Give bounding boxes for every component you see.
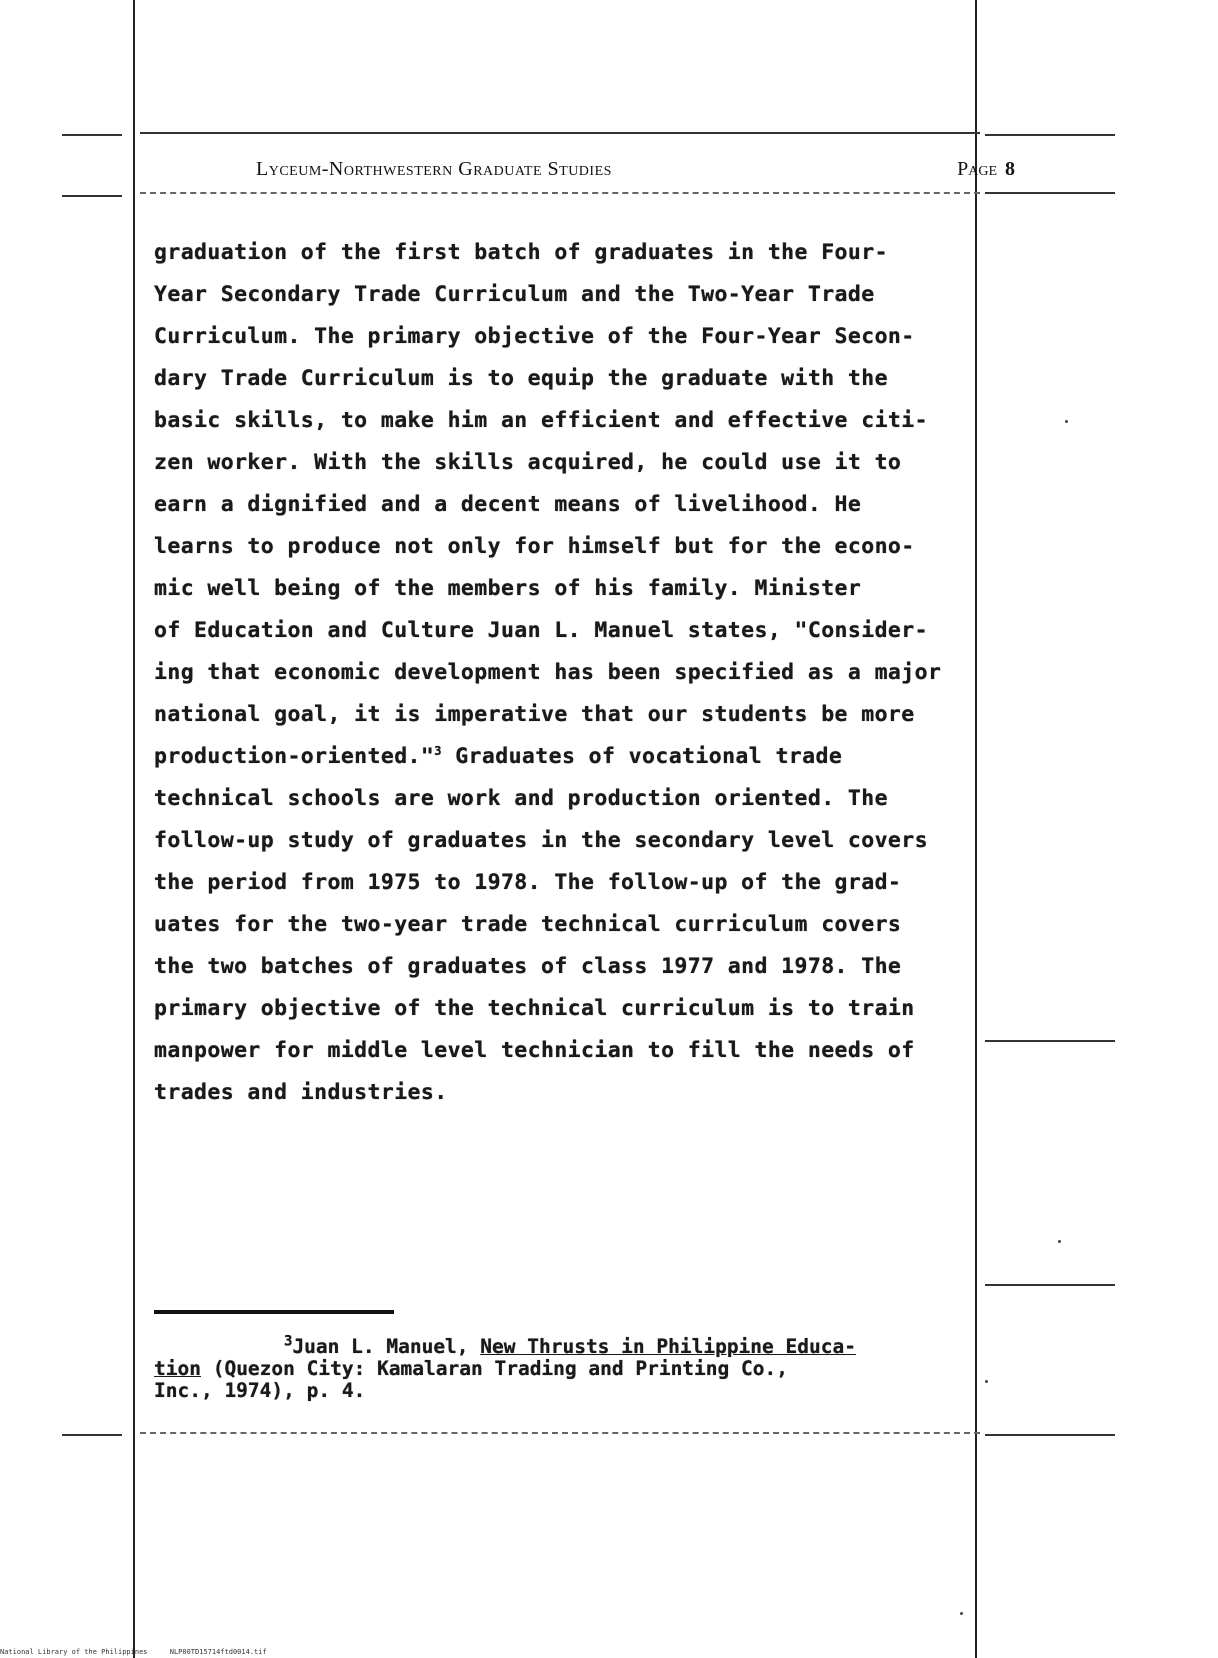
footnote-author: Juan L. Manuel, xyxy=(292,1335,481,1358)
text-line: mic well being of the members of his family. Minister xyxy=(154,576,862,601)
body-text xyxy=(154,232,1034,1114)
text-line: zen worker. With the skills acquired, he could use it to xyxy=(154,450,902,475)
text-line: the two batches of graduates of class 1977 and 1978. The xyxy=(154,954,902,979)
text-line: national goal, it is imperative that our students be more xyxy=(154,702,915,727)
scan-speck xyxy=(985,1380,988,1383)
text-line: technical schools are work and production oriented. The xyxy=(154,786,888,811)
text-line: dary Trade Curriculum is to equip the graduate with the xyxy=(154,366,888,391)
library-name: National Library of the Philippines xyxy=(0,1648,148,1656)
header-bottom-rule xyxy=(140,192,980,194)
page-label: Page xyxy=(957,158,997,180)
journal-title: Lyceum-Northwestern Graduate Studies xyxy=(256,158,612,180)
text-line: uates for the two-year trade technical curriculum covers xyxy=(154,912,902,937)
scan-speck xyxy=(960,1612,963,1615)
text-segment: Graduates of vocational trade xyxy=(441,744,843,769)
text-line: follow-up study of graduates in the secondary level covers xyxy=(154,828,928,853)
footnote-title: New Thrusts in Philippine Educa- xyxy=(480,1335,856,1358)
left-tab-footer xyxy=(62,1434,122,1436)
footnote xyxy=(154,1333,1034,1402)
footnote-line xyxy=(154,1358,1034,1380)
left-margin-rule xyxy=(133,0,135,1658)
text-line: learns to produce not only for himself but for the econo- xyxy=(154,534,915,559)
text-line: ing that economic development has been specified as a major xyxy=(154,660,942,685)
running-header xyxy=(140,158,1025,192)
page-indicator xyxy=(957,158,1015,181)
right-tab-footnote xyxy=(985,1284,1115,1286)
scan-speck xyxy=(1065,420,1068,423)
text-line: manpower for middle level technician to fill the needs of xyxy=(154,1038,915,1063)
page-number: 8 xyxy=(1005,158,1015,180)
text-line: Curriculum. The primary objective of the Four-Year Secon- xyxy=(154,324,915,349)
text-line: primary objective of the technical curriculum is to train xyxy=(154,996,915,1021)
text-line: the period from 1975 to 1978. The follow-up of the grad- xyxy=(154,870,902,895)
footnote-title-cont: tion xyxy=(154,1357,201,1380)
file-name: NLP00TD15714ftd0014.tif xyxy=(169,1648,267,1656)
footnote-line xyxy=(154,1333,1034,1358)
text-line: of Education and Culture Juan L. Manuel states, "Consider- xyxy=(154,618,928,643)
scan-speck xyxy=(1058,1240,1061,1243)
footer-rule xyxy=(140,1432,980,1434)
footnote-separator xyxy=(154,1310,394,1314)
right-tab-footer xyxy=(985,1434,1115,1436)
header-top-rule xyxy=(140,132,980,134)
footnote-line: Inc., 1974), p. 4. xyxy=(154,1379,366,1402)
right-tab-header xyxy=(985,192,1115,194)
footnote-reference: 3 xyxy=(434,743,442,758)
left-tab-top xyxy=(62,134,122,136)
text-line-with-footnote-ref xyxy=(154,736,1034,778)
text-line: basic skills, to make him an efficient and effective citi- xyxy=(154,408,928,433)
footnote-marker: 3 xyxy=(284,1333,293,1350)
text-line: Year Secondary Trade Curriculum and the Two-Year Trade xyxy=(154,282,875,307)
footnote-publisher: (Quezon City: Kamalaran Trading and Printing Co., xyxy=(200,1357,788,1380)
text-line: trades and industries. xyxy=(154,1080,448,1105)
text-line: earn a dignified and a decent means of livelihood. He xyxy=(154,492,862,517)
right-tab-top xyxy=(985,134,1115,136)
text-segment: production-oriented." xyxy=(154,744,435,769)
archive-credit xyxy=(0,1648,285,1656)
left-tab-header xyxy=(62,195,122,197)
text-line: graduation of the first batch of graduates in the Four- xyxy=(154,240,888,265)
